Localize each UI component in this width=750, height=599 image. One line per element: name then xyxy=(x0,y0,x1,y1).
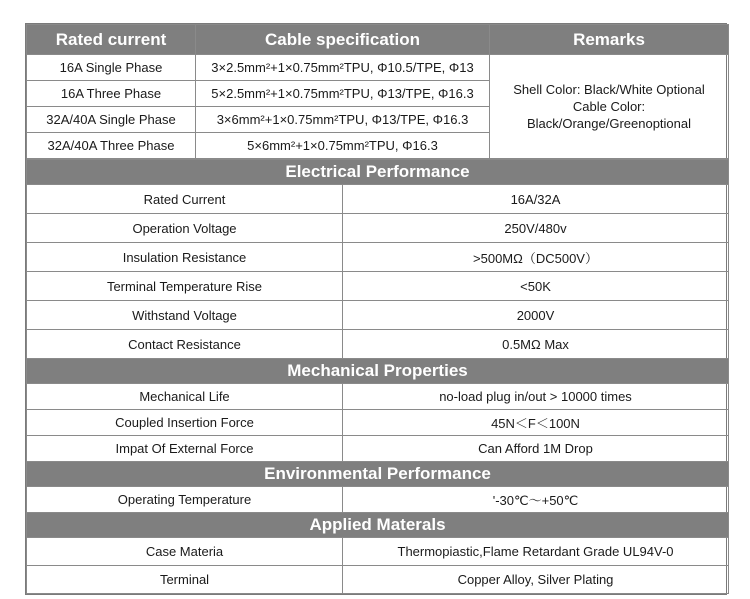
spec-sheet xyxy=(25,23,727,595)
cable-spec-cell: 3×2.5mm²+1×0.75mm²TPU, Φ10.5/TPE, Φ13 xyxy=(196,55,490,81)
table-row xyxy=(27,487,729,513)
property-label: Terminal Temperature Rise xyxy=(27,272,343,301)
property-value: <50K xyxy=(343,272,729,301)
cable-spec-cell: 5×6mm²+1×0.75mm²TPU, Φ16.3 xyxy=(196,133,490,159)
property-label: Contact Resistance xyxy=(27,330,343,359)
section-title-mechanical: Mechanical Properties xyxy=(27,359,729,384)
property-value: 0.5MΩ Max xyxy=(343,330,729,359)
property-value: 16A/32A xyxy=(343,185,729,214)
property-label: Coupled Insertion Force xyxy=(27,410,343,436)
cable-spec-table xyxy=(26,24,729,159)
property-value: 2000V xyxy=(343,301,729,330)
table-row xyxy=(27,55,729,81)
rated-current-cell: 16A Three Phase xyxy=(27,81,196,107)
table-row xyxy=(27,214,729,243)
property-value: 45N＜F＜100N xyxy=(343,410,729,436)
section-title-materials: Applied Materals xyxy=(27,513,729,538)
table-row xyxy=(27,272,729,301)
table-row xyxy=(27,436,729,462)
table-row xyxy=(27,185,729,214)
rated-current-cell: 16A Single Phase xyxy=(27,55,196,81)
property-label: Mechanical Life xyxy=(27,384,343,410)
property-value: Copper Alloy, Silver Plating xyxy=(343,566,729,594)
header-cable-specification: Cable specification xyxy=(196,25,490,55)
property-label: Operating Temperature xyxy=(27,487,343,513)
rated-current-cell: 32A/40A Single Phase xyxy=(27,107,196,133)
table-row xyxy=(27,410,729,436)
table-row xyxy=(27,566,729,594)
cable-spec-cell: 3×6mm²+1×0.75mm²TPU, Φ13/TPE, Φ16.3 xyxy=(196,107,490,133)
table-row xyxy=(27,538,729,566)
performance-table xyxy=(26,159,729,594)
remarks-line: Cable Color: xyxy=(572,99,646,114)
property-label: Operation Voltage xyxy=(27,214,343,243)
property-value: Thermopiastic,Flame Retardant Grade UL94V-0 xyxy=(343,538,729,566)
header-rated-current: Rated current xyxy=(27,25,196,55)
property-label: Withstand Voltage xyxy=(27,301,343,330)
cable-spec-cell: 5×2.5mm²+1×0.75mm²TPU, Φ13/TPE, Φ16.3 xyxy=(196,81,490,107)
property-value: '-30℃～+50℃ xyxy=(343,487,729,513)
property-label: Insulation Resistance xyxy=(27,243,343,272)
section-title-electrical: Electrical Performance xyxy=(27,160,729,185)
rated-current-cell: 32A/40A Three Phase xyxy=(27,133,196,159)
property-label: Case Materia xyxy=(27,538,343,566)
property-value: 250V/480v xyxy=(343,214,729,243)
property-value: Can Afford 1M Drop xyxy=(343,436,729,462)
remarks-line: Shell Color: Black/White Optional xyxy=(513,82,705,97)
property-label: Impat Of External Force xyxy=(27,436,343,462)
table-row xyxy=(27,330,729,359)
table-row xyxy=(27,384,729,410)
property-value: no-load plug in/out > 10000 times xyxy=(343,384,729,410)
section-title-environmental: Environmental Performance xyxy=(27,462,729,487)
table-row xyxy=(27,301,729,330)
property-label: Terminal xyxy=(27,566,343,594)
header-remarks: Remarks xyxy=(490,25,729,55)
remarks-line: Black/Orange/Greenoptional xyxy=(526,116,692,131)
remarks-cell xyxy=(490,55,729,159)
property-value: >500MΩ（DC500V） xyxy=(343,243,729,272)
property-label: Rated Current xyxy=(27,185,343,214)
table-row xyxy=(27,243,729,272)
